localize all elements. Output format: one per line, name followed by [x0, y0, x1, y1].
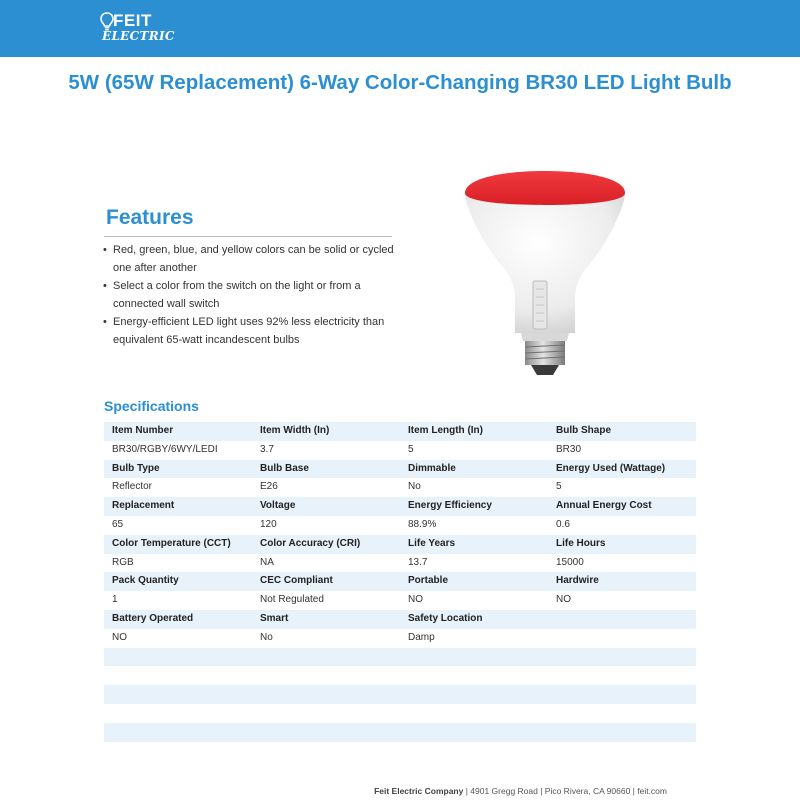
spec-label: Color Accuracy (CRI) [252, 535, 400, 554]
spec-value: NO [104, 629, 252, 648]
spec-label: Bulb Type [104, 460, 252, 479]
spec-label: Portable [400, 572, 548, 591]
spec-empty-row [104, 685, 696, 704]
spec-value: 13.7 [400, 554, 548, 573]
spec-value-row [104, 591, 696, 610]
spec-value: Reflector [104, 478, 252, 497]
feature-item [103, 313, 403, 349]
spec-label: Annual Energy Cost [548, 497, 696, 516]
spec-label-row [104, 535, 696, 554]
spec-value: BR30 [548, 441, 696, 460]
spec-value-row [104, 554, 696, 573]
spec-label: Item Width (In) [252, 422, 400, 441]
spec-label: Color Temperature (CCT) [104, 535, 252, 554]
spec-label: Item Length (In) [400, 422, 548, 441]
spec-value: No [400, 478, 548, 497]
spec-label-row [104, 572, 696, 591]
spec-value: Damp [400, 629, 548, 648]
features-divider [104, 236, 392, 237]
logo-wordmark-top: FEIT [113, 11, 152, 30]
spec-label-row [104, 497, 696, 516]
footer-address: | 4901 Gregg Road | Pico Rivera, CA 90660 | [463, 786, 638, 796]
spec-value: 5 [400, 441, 548, 460]
feature-item [103, 241, 403, 277]
bullet-icon: • [103, 280, 107, 292]
spec-label [548, 610, 696, 629]
spec-label: Smart [252, 610, 400, 629]
spec-value: NO [548, 591, 696, 610]
spec-label-row [104, 422, 696, 441]
spec-value: 15000 [548, 554, 696, 573]
spec-label-row [104, 460, 696, 479]
spec-label: Battery Operated [104, 610, 252, 629]
spec-value: NA [252, 554, 400, 573]
page-footer [0, 785, 667, 797]
spec-value-row [104, 629, 696, 648]
feature-item [103, 277, 403, 313]
spec-label: Energy Efficiency [400, 497, 548, 516]
spec-label: Voltage [252, 497, 400, 516]
spec-value: 3.7 [252, 441, 400, 460]
spec-empty-row [104, 648, 696, 667]
logo-wordmark-bottom: ELECTRIC [102, 29, 175, 43]
footer-website-link[interactable]: feit.com [637, 786, 667, 796]
specifications-heading: Specifications [104, 398, 199, 414]
brand-header [0, 0, 800, 57]
specifications-table [104, 422, 696, 742]
features-list [103, 241, 403, 349]
spec-value: 5 [548, 478, 696, 497]
br30-bulb-image [455, 165, 635, 385]
spec-empty-row [104, 723, 696, 742]
spec-label-row [104, 610, 696, 629]
spec-label: Dimmable [400, 460, 548, 479]
spec-value [548, 629, 696, 648]
spec-label: Energy Used (Wattage) [548, 460, 696, 479]
spec-value-row [104, 516, 696, 535]
spec-label: Pack Quantity [104, 572, 252, 591]
spec-value: 0.6 [548, 516, 696, 535]
spec-value: 65 [104, 516, 252, 535]
bullet-icon: • [103, 316, 107, 328]
spec-label: Replacement [104, 497, 252, 516]
spec-value: No [252, 629, 400, 648]
spec-value: RGB [104, 554, 252, 573]
spec-value: 120 [252, 516, 400, 535]
feature-text: Select a color from the switch on the light or from a connected wall switch [113, 280, 361, 310]
spec-label: Life Years [400, 535, 548, 554]
spec-label: Bulb Shape [548, 422, 696, 441]
spec-value: NO [400, 591, 548, 610]
item-number-link[interactable]: BR30/RGBY/6WY/LEDI [104, 441, 252, 460]
spec-value: E26 [252, 478, 400, 497]
feature-text: Energy-efficient LED light uses 92% less electricity than equivalent 65-watt incandescent bulbs [113, 316, 385, 346]
spec-label: Safety Location [400, 610, 548, 629]
spec-label: Hardwire [548, 572, 696, 591]
footer-company: Feit Electric Company [374, 786, 464, 796]
feature-text: Red, green, blue, and yellow colors can be solid or cycled one after another [113, 244, 394, 274]
feit-electric-logo[interactable] [100, 11, 180, 45]
features-heading: Features [106, 206, 194, 229]
spec-value-row [104, 478, 696, 497]
spec-label: Bulb Base [252, 460, 400, 479]
spec-value-row [104, 441, 696, 460]
spec-value: 1 [104, 591, 252, 610]
product-title: 5W (65W Replacement) 6-Way Color-Changing BR30 LED Light Bulb [68, 71, 732, 94]
spec-label: CEC Compliant [252, 572, 400, 591]
spec-value: 88.9% [400, 516, 548, 535]
spec-label: Life Hours [548, 535, 696, 554]
spec-empty-row [104, 666, 696, 685]
spec-label: Item Number [104, 422, 252, 441]
spec-empty-row [104, 704, 696, 723]
bullet-icon: • [103, 244, 107, 256]
spec-value: Not Regulated [252, 591, 400, 610]
